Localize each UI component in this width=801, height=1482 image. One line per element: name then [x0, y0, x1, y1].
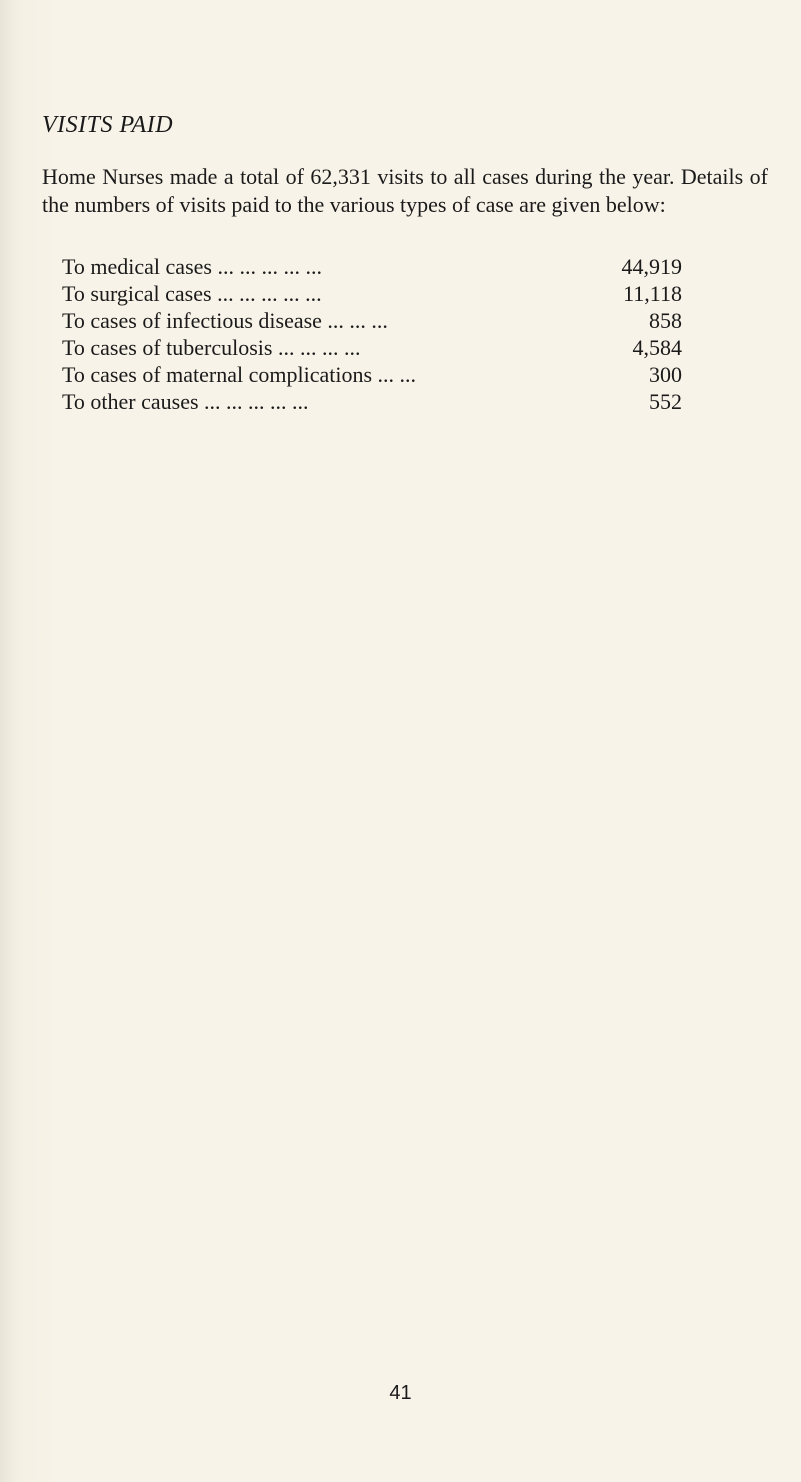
table-row — [62, 307, 682, 334]
visits-table — [62, 253, 682, 415]
visit-count: 300 — [649, 362, 682, 387]
visit-count: 44,919 — [621, 254, 682, 279]
visit-type-label: To other causes ... ... ... ... ... — [62, 389, 309, 414]
visit-type-label: To cases of infectious disease ... ... ... — [62, 308, 388, 333]
table-row — [62, 388, 682, 415]
visit-count: 11,118 — [623, 281, 682, 306]
table-row — [62, 361, 682, 388]
visit-count: 858 — [649, 308, 682, 333]
visit-type-label: To cases of maternal complications ... ... — [62, 362, 417, 387]
visit-type-label: To medical cases ... ... ... ... ... — [62, 254, 322, 279]
visit-count: 4,584 — [632, 335, 682, 360]
table-row — [62, 334, 682, 361]
visit-type-label: To surgical cases ... ... ... ... ... — [62, 281, 322, 306]
table-row — [62, 280, 682, 307]
visit-type-label: To cases of tuberculosis ... ... ... ... — [62, 335, 361, 360]
page-number: 41 — [389, 1382, 412, 1404]
section-heading: VISITS PAID — [42, 112, 174, 138]
table-row — [62, 253, 682, 280]
visit-count: 552 — [649, 389, 682, 414]
intro-paragraph: Home Nurses made a total of 62,331 visits to all cases during the year. Details of the numbers of visits paid to the various types of case are given below: — [42, 164, 768, 217]
